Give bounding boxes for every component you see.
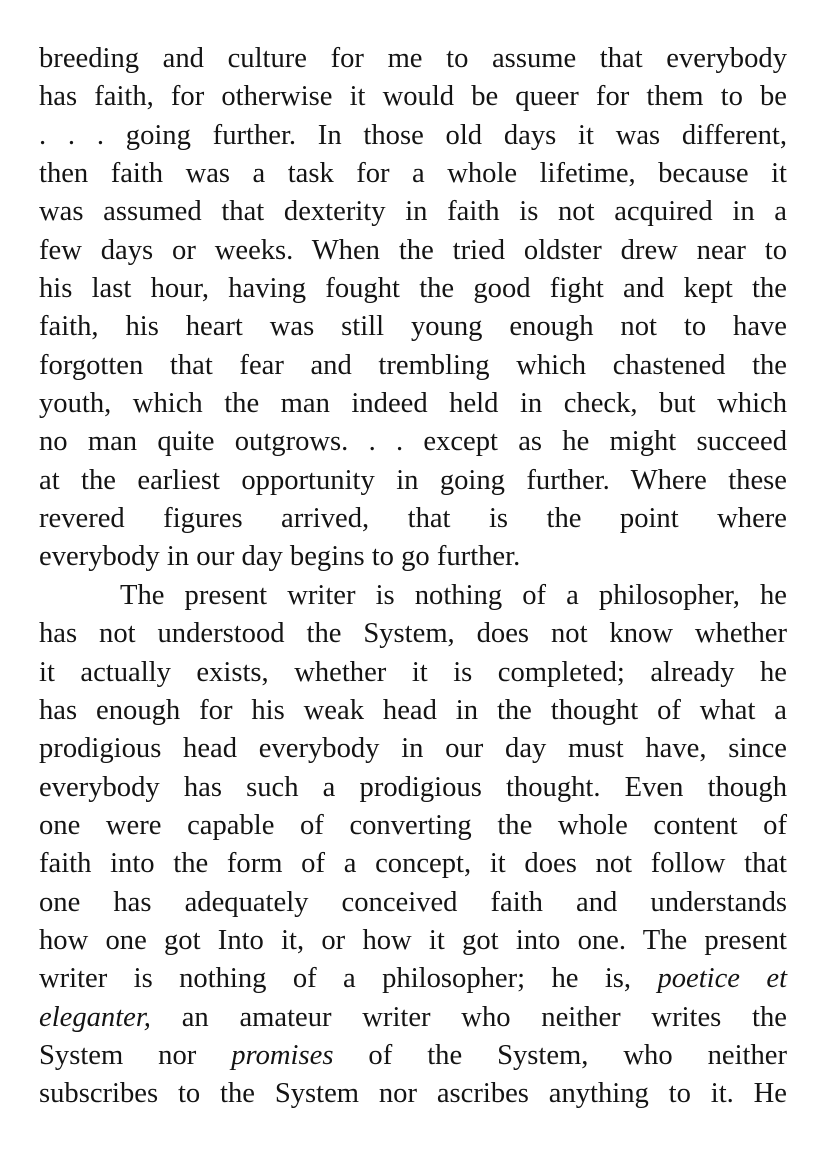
text-line: subscribes to the System nor ascribes anything to it. He xyxy=(39,1078,787,1110)
text-line: has faith, for otherwise it would be queer for them to be xyxy=(39,81,787,113)
body-text xyxy=(39,40,787,1114)
text-line: one were capable of converting the whole content of xyxy=(39,809,787,841)
text-line: was assumed that dexterity in faith is not acquired in a xyxy=(39,196,787,228)
text-line: prodigious head everybody in our day must have, since xyxy=(39,733,787,765)
line-segment: System nor xyxy=(39,1039,197,1071)
text-line: revered figures arrived, that is the point where xyxy=(39,503,787,535)
line-segment: an amateur writer who neither writes the xyxy=(181,1001,787,1033)
paragraph-end-line: everybody in our day begins to go further. xyxy=(39,541,521,573)
text-line: youth, which the man indeed held in check, but which xyxy=(39,388,787,420)
paragraph-start-line: The present writer is nothing of a philosopher, he xyxy=(120,579,787,611)
text-line: has not understood the System, does not know whether xyxy=(39,618,787,650)
text-line: has enough for his weak head in the thought of what a xyxy=(39,694,787,726)
line-segment: of the System, who neither xyxy=(368,1039,787,1071)
text-line: few days or weeks. When the tried oldster drew near to xyxy=(39,234,787,266)
italic-phrase: promises xyxy=(231,1039,334,1071)
text-line xyxy=(39,960,787,998)
text-line: one has adequately conceived faith and understands xyxy=(39,886,787,918)
text-line xyxy=(39,1037,787,1075)
line-segment: writer is nothing of a philosopher; he is, xyxy=(39,963,632,995)
italic-phrase: eleganter, xyxy=(39,1001,151,1033)
text-line: faith, his heart was still young enough not to have xyxy=(39,311,787,343)
text-line: everybody has such a prodigious thought. Even though xyxy=(39,771,787,803)
text-line: his last hour, having fought the good fight and kept the xyxy=(39,273,787,305)
text-line xyxy=(39,999,787,1037)
text-line: breeding and culture for me to assume that everybody xyxy=(39,43,787,74)
italic-phrase: poetice et xyxy=(657,963,788,995)
text-line: then faith was a task for a whole lifetime, because it xyxy=(39,158,787,190)
text-line: . . . going further. In those old days it was different, xyxy=(39,119,787,151)
text-line: forgotten that fear and trembling which chastened the xyxy=(39,349,787,381)
text-line: no man quite outgrows. . . except as he might succeed xyxy=(39,426,787,458)
text-line: faith into the form of a concept, it does not follow that xyxy=(39,848,787,880)
text-line: at the earliest opportunity in going further. Where these xyxy=(39,464,787,496)
text-line: it actually exists, whether it is completed; already he xyxy=(39,656,787,688)
text-line: how one got Into it, or how it got into one. The present xyxy=(39,924,787,956)
